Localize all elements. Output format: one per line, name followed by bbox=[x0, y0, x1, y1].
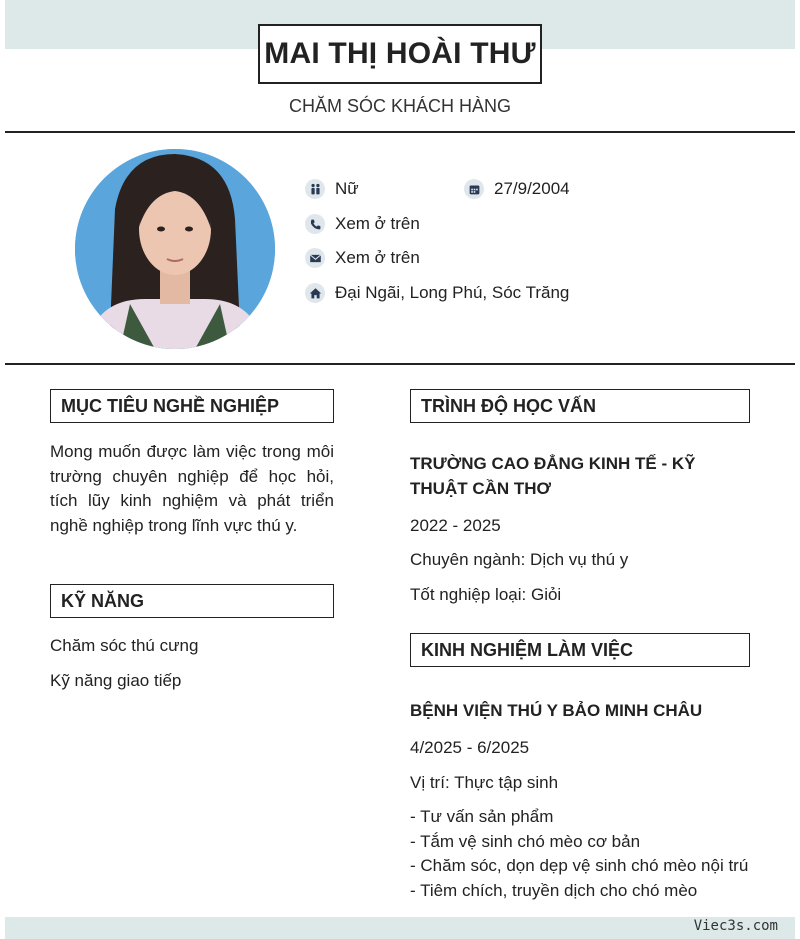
email-icon bbox=[305, 248, 325, 268]
education-grade: Tốt nghiệp loại: Giỏi bbox=[410, 585, 562, 604]
calendar-icon bbox=[464, 179, 484, 199]
address-value: Đại Ngãi, Long Phú, Sóc Trăng bbox=[335, 283, 570, 302]
education-heading: TRÌNH ĐỘ HỌC VẤN bbox=[410, 389, 750, 423]
experience-company: BỆNH VIỆN THÚ Y BẢO MINH CHÂU bbox=[410, 701, 703, 720]
experience-heading: KINH NGHIỆM LÀM VIỆC bbox=[410, 633, 750, 667]
phone-icon bbox=[305, 214, 325, 234]
task-item: - Chăm sóc, dọn dẹp vệ sinh chó mèo nội trú bbox=[410, 856, 749, 875]
task-item: - Tắm vệ sinh chó mèo cơ bản bbox=[410, 831, 641, 851]
education-school: TRƯỜNG CAO ĐẲNG KINH TẾ - KỸ THUẬT CẦN THƠ bbox=[410, 454, 696, 498]
experience-tasks bbox=[410, 805, 748, 903]
divider-middle bbox=[5, 363, 795, 365]
education-period: 2022 - 2025 bbox=[410, 516, 501, 535]
task-item: - Tiêm chích, truyền dịch cho chó mèo bbox=[410, 880, 698, 900]
profile-photo-illustration bbox=[75, 149, 275, 349]
objective-text: Mong muốn được làm việc trong môi trường chuyên nghiệp để học hỏi, tích lũy kinh nghiệm và phát triển nghề nghiệp trong lĩnh vực thú y. bbox=[50, 442, 334, 535]
footer-brand: Viec3s.com bbox=[693, 918, 778, 934]
birthdate-value: 27/9/2004 bbox=[494, 179, 570, 198]
footer-band bbox=[5, 917, 795, 939]
gender-icon bbox=[305, 179, 325, 199]
info-phone bbox=[305, 214, 420, 234]
candidate-name: MAI THỊ HOÀI THƯ bbox=[258, 24, 542, 84]
divider-top bbox=[5, 131, 795, 133]
email-value: Xem ở trên bbox=[335, 248, 420, 267]
education-major: Chuyên ngành: Dịch vụ thú y bbox=[410, 550, 629, 569]
profile-photo bbox=[75, 149, 275, 349]
phone-value: Xem ở trên bbox=[335, 214, 420, 233]
job-title: CHĂM SÓC KHÁCH HÀNG bbox=[288, 96, 512, 116]
objective-heading: MỤC TIÊU NGHỀ NGHIỆP bbox=[50, 389, 334, 423]
skill-item: Chăm sóc thú cưng bbox=[50, 636, 199, 655]
skill-item: Kỹ năng giao tiếp bbox=[50, 671, 182, 690]
info-email bbox=[305, 248, 420, 268]
experience-period: 4/2025 - 6/2025 bbox=[410, 738, 530, 757]
info-gender bbox=[305, 179, 359, 199]
gender-value: Nữ bbox=[335, 179, 359, 198]
task-item: - Tư vấn sản phẩm bbox=[410, 807, 554, 826]
home-icon bbox=[305, 283, 325, 303]
info-birthdate bbox=[464, 179, 570, 199]
experience-position: Vị trí: Thực tập sinh bbox=[410, 773, 559, 792]
info-address bbox=[305, 283, 569, 303]
skills-heading: KỸ NĂNG bbox=[50, 584, 334, 618]
